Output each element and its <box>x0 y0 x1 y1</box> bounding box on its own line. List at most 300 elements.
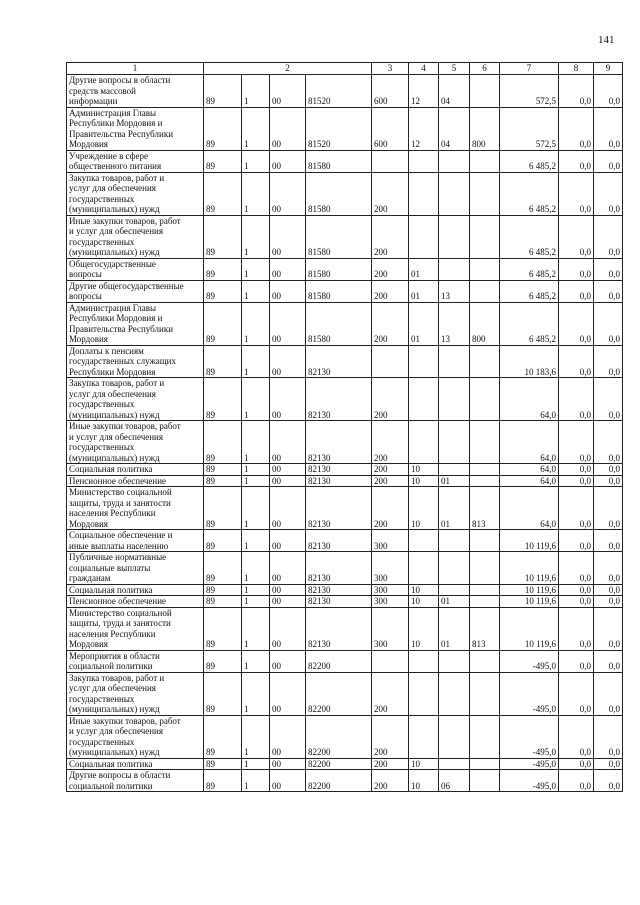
cell-col-7: 572,5 <box>500 75 559 108</box>
cell-code-b: 1 <box>242 75 270 108</box>
cell-col-9: 0,0 <box>594 107 623 150</box>
cell-col-9: 0,0 <box>594 75 623 108</box>
cell-col-5 <box>439 464 470 476</box>
table-row <box>67 75 623 108</box>
cell-col-3: 600 <box>372 107 409 150</box>
cell-col-6 <box>470 770 500 792</box>
row-label: Мероприятия в области социальной политики <box>67 650 204 672</box>
cell-col-5 <box>439 584 470 596</box>
cell-col-5 <box>439 345 470 378</box>
cell-code-b: 1 <box>242 584 270 596</box>
cell-code-main: 81580 <box>306 215 372 258</box>
cell-col-8: 0,0 <box>559 584 594 596</box>
cell-code-main: 81580 <box>306 172 372 215</box>
row-label: Администрация Главы Республики Мордовия и Правительства Республики Мордовия <box>67 107 204 150</box>
cell-code-main: 82130 <box>306 487 372 530</box>
cell-code-a: 89 <box>204 584 242 596</box>
table-row <box>67 345 623 378</box>
cell-code-c: 00 <box>270 596 306 608</box>
row-label: Социальная политика <box>67 464 204 476</box>
table-row <box>67 770 623 792</box>
table-row <box>67 215 623 258</box>
cell-code-c: 00 <box>270 107 306 150</box>
cell-code-a: 89 <box>204 280 242 302</box>
cell-col-5 <box>439 672 470 715</box>
cell-code-main: 82200 <box>306 650 372 672</box>
header-col-3: 3 <box>372 63 409 75</box>
table-row <box>67 650 623 672</box>
cell-code-c: 00 <box>270 150 306 172</box>
cell-code-a: 89 <box>204 596 242 608</box>
cell-code-a: 89 <box>204 487 242 530</box>
cell-col-5: 04 <box>439 107 470 150</box>
cell-col-4: 01 <box>409 258 439 280</box>
cell-code-a: 89 <box>204 607 242 650</box>
cell-col-4: 01 <box>409 280 439 302</box>
cell-col-8: 0,0 <box>559 172 594 215</box>
cell-code-main: 81580 <box>306 258 372 280</box>
cell-col-8: 0,0 <box>559 75 594 108</box>
cell-col-5 <box>439 215 470 258</box>
table-body <box>67 75 623 792</box>
cell-code-c: 00 <box>270 172 306 215</box>
cell-code-a: 89 <box>204 107 242 150</box>
cell-col-9: 0,0 <box>594 770 623 792</box>
cell-code-b: 1 <box>242 715 270 758</box>
cell-col-5: 01 <box>439 475 470 487</box>
header-col-4: 4 <box>409 63 439 75</box>
cell-code-b: 1 <box>242 487 270 530</box>
cell-col-9: 0,0 <box>594 530 623 552</box>
cell-code-main: 82130 <box>306 378 372 421</box>
table-row <box>67 421 623 464</box>
table-row <box>67 487 623 530</box>
cell-col-4: 10 <box>409 584 439 596</box>
cell-col-6 <box>470 421 500 464</box>
cell-code-b: 1 <box>242 758 270 770</box>
row-label: Другие вопросы в области социальной политики <box>67 770 204 792</box>
cell-col-7: 64,0 <box>500 475 559 487</box>
cell-col-6 <box>470 258 500 280</box>
cell-col-5: 13 <box>439 302 470 345</box>
cell-col-3: 200 <box>372 302 409 345</box>
cell-col-4 <box>409 215 439 258</box>
cell-col-5: 01 <box>439 596 470 608</box>
cell-code-main: 81520 <box>306 75 372 108</box>
cell-col-3 <box>372 345 409 378</box>
cell-code-a: 89 <box>204 75 242 108</box>
cell-col-3: 200 <box>372 280 409 302</box>
cell-col-6: 813 <box>470 487 500 530</box>
row-label: Закупка товаров, работ и услуг для обеспечения государственных (муниципальных) нужд <box>67 378 204 421</box>
header-col-7: 7 <box>500 63 559 75</box>
cell-col-8: 0,0 <box>559 530 594 552</box>
cell-col-4: 01 <box>409 302 439 345</box>
cell-col-8: 0,0 <box>559 475 594 487</box>
cell-col-9: 0,0 <box>594 607 623 650</box>
cell-col-3 <box>372 150 409 172</box>
row-label: Социальная политика <box>67 758 204 770</box>
cell-col-9: 0,0 <box>594 758 623 770</box>
cell-code-a: 89 <box>204 302 242 345</box>
header-col-1: 1 <box>67 63 204 75</box>
cell-code-main: 82130 <box>306 345 372 378</box>
cell-col-8: 0,0 <box>559 107 594 150</box>
cell-code-b: 1 <box>242 215 270 258</box>
cell-code-main: 82200 <box>306 770 372 792</box>
cell-col-4: 12 <box>409 75 439 108</box>
table-row <box>67 530 623 552</box>
cell-code-b: 1 <box>242 552 270 585</box>
table-row <box>67 672 623 715</box>
cell-col-9: 0,0 <box>594 552 623 585</box>
cell-col-5 <box>439 150 470 172</box>
cell-col-3: 300 <box>372 530 409 552</box>
table-row <box>67 596 623 608</box>
cell-col-8: 0,0 <box>559 215 594 258</box>
cell-code-a: 89 <box>204 770 242 792</box>
cell-col-9: 0,0 <box>594 345 623 378</box>
table-row <box>67 150 623 172</box>
table-row <box>67 584 623 596</box>
cell-code-a: 89 <box>204 530 242 552</box>
cell-col-6 <box>470 758 500 770</box>
cell-code-a: 89 <box>204 464 242 476</box>
cell-col-4 <box>409 552 439 585</box>
header-row <box>67 63 623 75</box>
budget-table <box>66 62 623 792</box>
cell-code-main: 81580 <box>306 150 372 172</box>
cell-code-a: 89 <box>204 215 242 258</box>
cell-col-7: 6 485,2 <box>500 172 559 215</box>
cell-col-9: 0,0 <box>594 258 623 280</box>
cell-col-4 <box>409 150 439 172</box>
cell-col-6 <box>470 475 500 487</box>
row-label: Учреждение в сфере общественного питания <box>67 150 204 172</box>
row-label: Доплаты к пенсиям государственных служащих Республики Мордовия <box>67 345 204 378</box>
cell-col-4: 10 <box>409 464 439 476</box>
table-row <box>67 378 623 421</box>
cell-col-9: 0,0 <box>594 378 623 421</box>
cell-col-7: 10 119,6 <box>500 530 559 552</box>
cell-col-6 <box>470 215 500 258</box>
cell-col-8: 0,0 <box>559 487 594 530</box>
cell-col-5: 04 <box>439 75 470 108</box>
cell-col-7: 10 119,6 <box>500 607 559 650</box>
cell-col-3: 200 <box>372 464 409 476</box>
cell-code-b: 1 <box>242 302 270 345</box>
cell-col-4 <box>409 530 439 552</box>
cell-code-c: 00 <box>270 607 306 650</box>
cell-code-a: 89 <box>204 475 242 487</box>
row-label: Администрация Главы Республики Мордовия и Правительства Республики Мордовия <box>67 302 204 345</box>
cell-col-8: 0,0 <box>559 464 594 476</box>
table-row <box>67 475 623 487</box>
cell-col-9: 0,0 <box>594 650 623 672</box>
cell-code-b: 1 <box>242 258 270 280</box>
cell-col-7: -495,0 <box>500 715 559 758</box>
cell-col-6 <box>470 530 500 552</box>
cell-col-7: 10 119,6 <box>500 596 559 608</box>
cell-col-6 <box>470 584 500 596</box>
cell-code-c: 00 <box>270 715 306 758</box>
cell-code-c: 00 <box>270 650 306 672</box>
cell-col-7: 64,0 <box>500 487 559 530</box>
cell-code-main: 81520 <box>306 107 372 150</box>
cell-code-main: 82130 <box>306 607 372 650</box>
cell-col-7: 6 485,2 <box>500 258 559 280</box>
cell-col-6 <box>470 172 500 215</box>
cell-col-4 <box>409 345 439 378</box>
cell-code-main: 81580 <box>306 302 372 345</box>
cell-code-a: 89 <box>204 258 242 280</box>
cell-col-4 <box>409 650 439 672</box>
cell-col-3: 200 <box>372 421 409 464</box>
row-label: Закупка товаров, работ и услуг для обеспечения государственных (муниципальных) нужд <box>67 672 204 715</box>
cell-code-b: 1 <box>242 607 270 650</box>
cell-col-4 <box>409 421 439 464</box>
cell-col-8: 0,0 <box>559 150 594 172</box>
cell-col-7: 64,0 <box>500 378 559 421</box>
cell-col-9: 0,0 <box>594 302 623 345</box>
cell-col-5 <box>439 552 470 585</box>
row-label: Другие вопросы в области средств массовой информации <box>67 75 204 108</box>
table-row <box>67 107 623 150</box>
cell-code-main: 82130 <box>306 464 372 476</box>
row-label: Общегосударственные вопросы <box>67 258 204 280</box>
cell-code-main: 82200 <box>306 715 372 758</box>
cell-col-7: 6 485,2 <box>500 302 559 345</box>
row-label: Закупка товаров, работ и услуг для обеспечения государственных (муниципальных) нужд <box>67 172 204 215</box>
header-col-2: 2 <box>204 63 372 75</box>
cell-code-a: 89 <box>204 758 242 770</box>
cell-col-8: 0,0 <box>559 650 594 672</box>
cell-col-4: 10 <box>409 596 439 608</box>
cell-col-6 <box>470 378 500 421</box>
table-row <box>67 280 623 302</box>
cell-code-c: 00 <box>270 770 306 792</box>
cell-col-3: 300 <box>372 596 409 608</box>
cell-col-3: 200 <box>372 215 409 258</box>
cell-col-9: 0,0 <box>594 150 623 172</box>
cell-col-6 <box>470 552 500 585</box>
cell-col-9: 0,0 <box>594 464 623 476</box>
cell-col-3: 200 <box>372 378 409 421</box>
cell-col-6 <box>470 345 500 378</box>
row-label: Пенсионное обеспечение <box>67 475 204 487</box>
cell-col-6 <box>470 672 500 715</box>
table-row <box>67 172 623 215</box>
cell-col-9: 0,0 <box>594 421 623 464</box>
header-col-5: 5 <box>439 63 470 75</box>
cell-col-5 <box>439 530 470 552</box>
cell-col-9: 0,0 <box>594 672 623 715</box>
row-label: Министерство социальной защиты, труда и занятости населения Республики Мордовия <box>67 607 204 650</box>
cell-col-8: 0,0 <box>559 345 594 378</box>
cell-col-9: 0,0 <box>594 172 623 215</box>
cell-col-7: -495,0 <box>500 758 559 770</box>
cell-col-6 <box>470 150 500 172</box>
cell-code-a: 89 <box>204 378 242 421</box>
cell-code-c: 00 <box>270 345 306 378</box>
cell-col-4: 10 <box>409 487 439 530</box>
cell-col-4: 10 <box>409 475 439 487</box>
cell-code-c: 00 <box>270 464 306 476</box>
cell-col-5 <box>439 378 470 421</box>
cell-col-4 <box>409 378 439 421</box>
cell-col-7: 10 119,6 <box>500 584 559 596</box>
cell-col-5: 13 <box>439 280 470 302</box>
row-label: Социальная политика <box>67 584 204 596</box>
cell-col-3: 300 <box>372 552 409 585</box>
cell-col-6 <box>470 280 500 302</box>
cell-col-6 <box>470 596 500 608</box>
cell-code-main: 82130 <box>306 596 372 608</box>
cell-col-8: 0,0 <box>559 552 594 585</box>
cell-code-c: 00 <box>270 672 306 715</box>
table-row <box>67 552 623 585</box>
cell-code-a: 89 <box>204 172 242 215</box>
cell-col-7: 10 183,6 <box>500 345 559 378</box>
row-label: Публичные нормативные социальные выплаты гражданам <box>67 552 204 585</box>
cell-col-7: 6 485,2 <box>500 150 559 172</box>
cell-col-7: 64,0 <box>500 464 559 476</box>
cell-col-5 <box>439 258 470 280</box>
row-label: Министерство социальной защиты, труда и занятости населения Республики Мордовия <box>67 487 204 530</box>
cell-col-3: 200 <box>372 770 409 792</box>
cell-col-9: 0,0 <box>594 280 623 302</box>
cell-col-9: 0,0 <box>594 596 623 608</box>
cell-code-b: 1 <box>242 475 270 487</box>
table-row <box>67 258 623 280</box>
header-col-8: 8 <box>559 63 594 75</box>
header-col-6: 6 <box>470 63 500 75</box>
cell-code-b: 1 <box>242 345 270 378</box>
cell-code-a: 89 <box>204 345 242 378</box>
cell-code-c: 00 <box>270 280 306 302</box>
cell-code-b: 1 <box>242 172 270 215</box>
cell-code-c: 00 <box>270 758 306 770</box>
cell-col-4 <box>409 172 439 215</box>
cell-code-c: 00 <box>270 421 306 464</box>
cell-code-main: 82130 <box>306 530 372 552</box>
cell-col-6 <box>470 464 500 476</box>
cell-col-8: 0,0 <box>559 421 594 464</box>
cell-code-a: 89 <box>204 150 242 172</box>
cell-code-b: 1 <box>242 280 270 302</box>
cell-code-b: 1 <box>242 378 270 421</box>
cell-code-b: 1 <box>242 596 270 608</box>
cell-col-4: 12 <box>409 107 439 150</box>
cell-col-5 <box>439 715 470 758</box>
header-col-9: 9 <box>594 63 623 75</box>
cell-code-b: 1 <box>242 530 270 552</box>
cell-code-a: 89 <box>204 552 242 585</box>
cell-col-8: 0,0 <box>559 596 594 608</box>
cell-col-4: 10 <box>409 770 439 792</box>
cell-code-a: 89 <box>204 672 242 715</box>
cell-code-b: 1 <box>242 770 270 792</box>
cell-col-7: -495,0 <box>500 650 559 672</box>
cell-col-3: 200 <box>372 672 409 715</box>
cell-code-main: 82200 <box>306 672 372 715</box>
cell-col-9: 0,0 <box>594 584 623 596</box>
cell-col-8: 0,0 <box>559 758 594 770</box>
cell-col-8: 0,0 <box>559 302 594 345</box>
cell-code-b: 1 <box>242 464 270 476</box>
cell-col-6 <box>470 75 500 108</box>
cell-code-c: 00 <box>270 530 306 552</box>
cell-col-4: 10 <box>409 758 439 770</box>
cell-col-6 <box>470 650 500 672</box>
cell-code-b: 1 <box>242 107 270 150</box>
cell-col-8: 0,0 <box>559 607 594 650</box>
cell-col-8: 0,0 <box>559 378 594 421</box>
cell-col-7: -495,0 <box>500 770 559 792</box>
table-row <box>67 302 623 345</box>
cell-col-9: 0,0 <box>594 475 623 487</box>
cell-code-c: 00 <box>270 215 306 258</box>
table-row <box>67 758 623 770</box>
cell-col-5 <box>439 758 470 770</box>
cell-col-5 <box>439 172 470 215</box>
cell-code-a: 89 <box>204 421 242 464</box>
cell-col-3: 300 <box>372 584 409 596</box>
cell-col-3: 200 <box>372 487 409 530</box>
cell-col-5: 06 <box>439 770 470 792</box>
cell-col-4: 10 <box>409 607 439 650</box>
cell-col-3 <box>372 650 409 672</box>
cell-code-c: 00 <box>270 75 306 108</box>
cell-code-c: 00 <box>270 302 306 345</box>
cell-col-9: 0,0 <box>594 215 623 258</box>
cell-col-7: 572,5 <box>500 107 559 150</box>
cell-col-7: 64,0 <box>500 421 559 464</box>
cell-code-c: 00 <box>270 475 306 487</box>
cell-col-8: 0,0 <box>559 715 594 758</box>
cell-col-7: -495,0 <box>500 672 559 715</box>
table-row <box>67 715 623 758</box>
cell-col-7: 10 119,6 <box>500 552 559 585</box>
cell-code-c: 00 <box>270 487 306 530</box>
cell-col-8: 0,0 <box>559 672 594 715</box>
cell-code-main: 81580 <box>306 280 372 302</box>
table-row <box>67 607 623 650</box>
cell-col-6: 800 <box>470 107 500 150</box>
table-row <box>67 464 623 476</box>
cell-code-c: 00 <box>270 258 306 280</box>
cell-col-5: 01 <box>439 487 470 530</box>
cell-col-9: 0,0 <box>594 487 623 530</box>
cell-code-c: 00 <box>270 584 306 596</box>
cell-code-c: 00 <box>270 378 306 421</box>
cell-col-4 <box>409 672 439 715</box>
cell-col-8: 0,0 <box>559 770 594 792</box>
cell-code-c: 00 <box>270 552 306 585</box>
cell-code-main: 82130 <box>306 421 372 464</box>
cell-code-b: 1 <box>242 672 270 715</box>
page-number: 141 <box>598 34 615 46</box>
cell-col-7: 6 485,2 <box>500 280 559 302</box>
cell-col-3: 200 <box>372 715 409 758</box>
cell-col-3: 200 <box>372 758 409 770</box>
cell-col-3: 200 <box>372 475 409 487</box>
cell-col-5 <box>439 421 470 464</box>
cell-code-main: 82130 <box>306 552 372 585</box>
cell-code-main: 82130 <box>306 584 372 596</box>
cell-col-4 <box>409 715 439 758</box>
cell-code-a: 89 <box>204 650 242 672</box>
